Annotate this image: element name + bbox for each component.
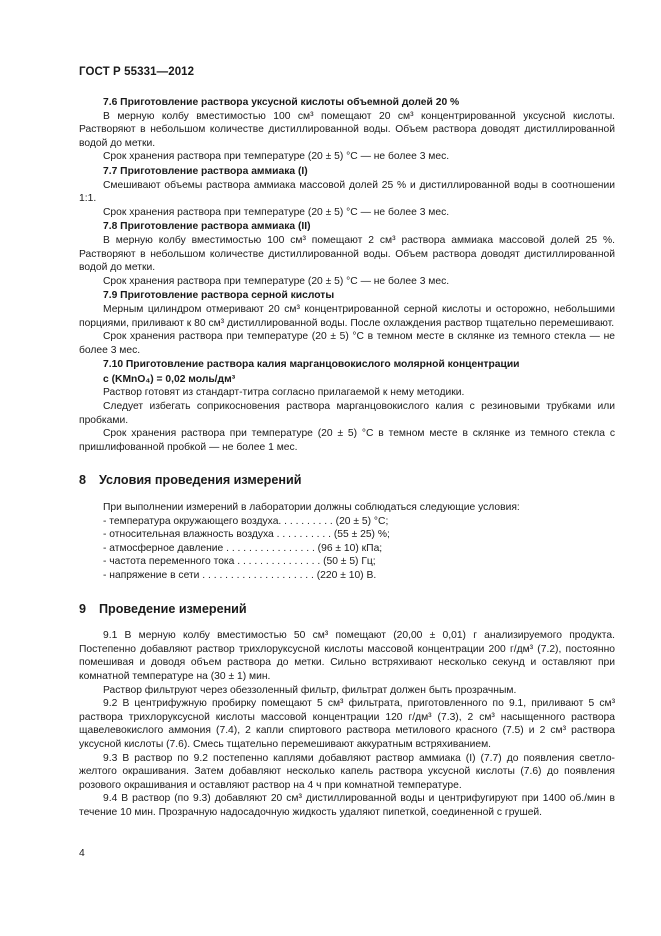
section-7-9-title: 7.9 Приготовление раствора серной кислоты — [103, 290, 335, 302]
condition-item: - относительная влажность воздуха . . . . . . . . . . (55 ± 25) %; — [103, 529, 390, 541]
section-7-6-storage: Срок хранения раствора при температуре (20 ± 5) °С — не более 3 мес. — [103, 151, 450, 163]
condition-item: - атмосферное давление . . . . . . . . . . . . . . . . (96 ± 10) кПа; — [103, 542, 383, 554]
condition-item: - температура окружающего воздуха. . . . . . . . . . (20 ± 5) °С; — [103, 515, 389, 527]
section-7-8-storage: Срок хранения раствора при температуре (20 ± 5) °С — не более 3 мес. — [103, 275, 450, 287]
section-7-7-storage: Срок хранения раствора при температуре (20 ± 5) °С — не более 3 мес. — [103, 206, 450, 218]
section-7-6-text: В мерную колбу вместимостью 100 см³ помещают 20 см³ концентрированной уксусной кислоты. Растворяют в небольшом количестве дистиллированной воды. Объем раствора доводят дистиллированной водой до метки. — [79, 110, 615, 149]
document-body — [79, 95, 615, 820]
section-9-title: Проведение измерений — [99, 601, 247, 616]
section-7-9-storage: Срок хранения раствора при температуре (20 ± 5) °С в темном месте в склянке из темного стекла — не более 3 мес. — [79, 331, 615, 356]
section-9-number: 9 — [79, 601, 87, 616]
section-7-9-text: Мерным цилиндром отмеривают 20 см³ концентрированной серной кислоты и осторожно, небольшими порциями, приливают к 80 см³ дистиллированной воды. После охлаждения раствор тщательно перемешивают. — [79, 303, 615, 329]
conditions-list — [103, 515, 615, 583]
section-9-heading — [79, 603, 615, 617]
section-8-number: 8 — [79, 473, 87, 488]
document-code-header: ГОСТ Р 55331—2012 — [79, 66, 195, 78]
section-7-10-warning: Следует избегать соприкосновения раствора марганцовокислого калия с резиновыми трубками или пробками. — [79, 401, 615, 426]
section-7-10-storage: Срок хранения раствора при температуре (20 ± 5) °С в темном месте в склянке из темного стекла с пришлифованной пробкой — не более 1 мес. — [79, 428, 615, 453]
section-7-8-title: 7.8 Приготовление раствора аммиака (II) — [103, 221, 311, 233]
section-7-7-title: 7.7 Приготовление раствора аммиака (I) — [103, 165, 308, 177]
section-9-4-text: 9.4 В раствор (по 9.3) добавляют 20 см³ дистиллированной воды и центрифугируют при 1400 об./мин в течение 10 мин. Прозрачную надосадочную жидкость удаляют пипеткой, соединенной с грушей. — [79, 793, 615, 818]
section-8-heading — [79, 474, 615, 488]
section-9-1-text: 9.1 В мерную колбу вместимостью 50 см³ помещают (20,00 ± 0,01) г анализируемого продукта. Постепенно добавляют раствор трихлоруксусной кислоты массовой концентрации 200 г/дм³ (7.2), постоянно помешивая и доводя объем раствора до метки. Сильно встряхивают несколько секунд и оставляют при комнатной температуре на (30 ± 1) мин. — [79, 630, 615, 682]
section-9-1-filter: Раствор фильтруют через обеззоленный фильтр, фильтрат должен быть прозрачным. — [103, 684, 517, 696]
section-7-10-text: Раствор готовят из стандарт-титра согласно прилагаемой к нему методики. — [103, 387, 465, 399]
section-7-7-text: Смешивают объемы раствора аммиака массовой долей 25 % и дистиллированной воды в соотношении 1:1. — [79, 179, 615, 205]
section-9-2-text: 9.2 В центрифужную пробирку помещают 5 см³ фильтрата, приготовленного по 9.1, приливают 5 см³ раствора трихлоруксусной кислоты массовой концентрации 120 г/дм³ (7.3), 2 см³ насыщенного раствора щавелевокислого аммония (7.4), 2 капли спиртового раствора метилового красного (7.5) и 2 см³ раствора уксусной кислоты (7.6). Смесь тщательно перемешивают аккуратным встряхиванием. — [79, 698, 615, 750]
condition-item: - напряжение в сети . . . . . . . . . . . . . . . . . . . . (220 ± 10) В. — [103, 570, 377, 581]
section-8-title: Условия проведения измерений — [99, 473, 302, 488]
section-7-10-title: 7.10 Приготовление раствора калия марганцовокислого молярной концентрации — [103, 359, 520, 371]
page-number: 4 — [79, 848, 85, 859]
section-7-8-text: В мерную колбу вместимостью 100 см³ помещают 2 см³ раствора аммиака массовой долей 25 %. Растворяют в небольшом количестве дистиллированной воды. Объем раствора доводят дистиллированной водой до метки. — [79, 234, 615, 274]
section-7-6-title: 7.6 Приготовление раствора уксусной кислоты объемной долей 20 % — [103, 97, 460, 108]
condition-item: - частота переменного тока . . . . . . . . . . . . . . . (50 ± 5) Гц; — [103, 556, 376, 568]
section-7-10-formula: с (KMnO₄) = 0,02 моль/дм³ — [103, 373, 236, 385]
section-9-3-text: 9.3 В раствор по 9.2 постепенно каплями добавляют раствор аммиака (I) (7.7) до появления светло-желтого окрашивания. Затем добавляют несколько капель раствора уксусной кислоты (7.6) до появления розового окрашивания и оставляют раствор на 4 ч при комнатной температуре. — [79, 752, 615, 791]
section-8-intro: При выполнении измерений в лаборатории должны соблюдаться следующие условия: — [103, 502, 520, 514]
